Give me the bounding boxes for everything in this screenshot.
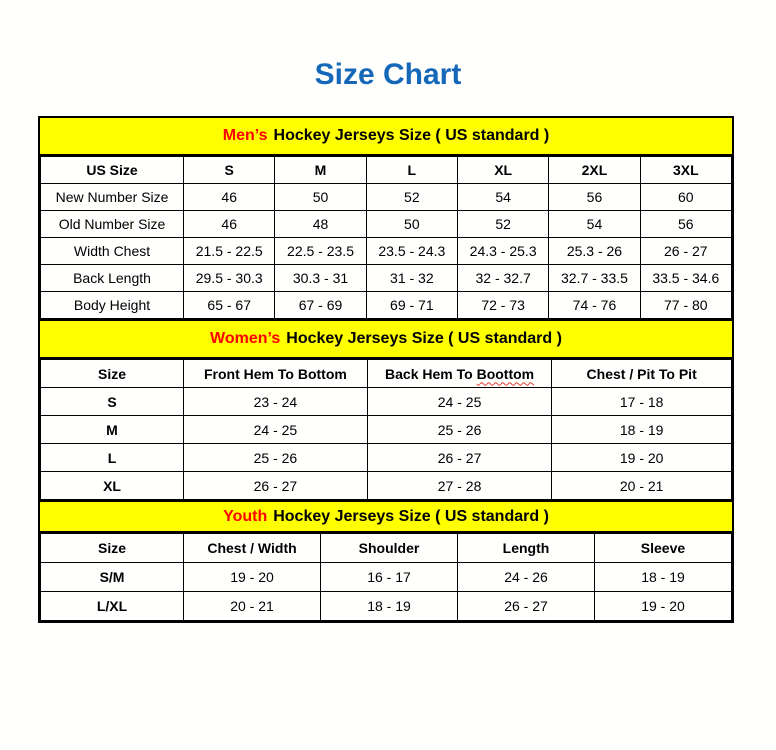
table-row [41, 416, 732, 444]
size-cell: 54 [549, 211, 640, 238]
row-label: M [41, 416, 184, 444]
size-chart-tables [38, 116, 734, 623]
size-cell: 20 - 21 [552, 472, 732, 500]
table-row [41, 388, 732, 416]
column-header [367, 360, 551, 388]
size-cell: 54 [457, 184, 548, 211]
column-header: Shoulder [321, 534, 458, 563]
row-label: S/M [41, 563, 184, 592]
size-cell: 24 - 25 [184, 416, 368, 444]
size-cell: 60 [640, 184, 731, 211]
row-label: L/XL [41, 592, 184, 621]
table-row [41, 444, 732, 472]
size-cell: 29.5 - 30.3 [184, 265, 275, 292]
size-cell: 24.3 - 25.3 [457, 238, 548, 265]
youth-section-header [40, 500, 732, 533]
womens-section-header [40, 319, 732, 359]
size-cell: 72 - 73 [457, 292, 548, 319]
column-header: Chest / Width [184, 534, 321, 563]
table-row [41, 211, 732, 238]
size-cell: 50 [275, 184, 366, 211]
column-header: Size [41, 534, 184, 563]
column-header-text: Back Hem To [385, 365, 473, 382]
size-cell: 18 - 19 [552, 416, 732, 444]
size-cell: 23 - 24 [184, 388, 368, 416]
table-row [41, 563, 732, 592]
column-header: Sleeve [594, 534, 731, 563]
row-label: S [41, 388, 184, 416]
size-cell: 21.5 - 22.5 [184, 238, 275, 265]
row-label: Body Height [41, 292, 184, 319]
size-cell: 25.3 - 26 [549, 238, 640, 265]
size-cell: 30.3 - 31 [275, 265, 366, 292]
size-cell: 56 [549, 184, 640, 211]
mens-size-table [40, 156, 732, 319]
row-label: Old Number Size [41, 211, 184, 238]
size-cell: 50 [366, 211, 457, 238]
youth-section-highlight: Youth [223, 507, 268, 525]
column-header: Length [458, 534, 595, 563]
row-label: Width Chest [41, 238, 184, 265]
column-header: US Size [41, 157, 184, 184]
size-cell: 33.5 - 34.6 [640, 265, 731, 292]
row-label: XL [41, 472, 184, 500]
size-cell: 52 [366, 184, 457, 211]
column-header: 2XL [549, 157, 640, 184]
size-cell: 19 - 20 [552, 444, 732, 472]
size-cell: 74 - 76 [549, 292, 640, 319]
size-cell: 17 - 18 [552, 388, 732, 416]
size-cell: 69 - 71 [366, 292, 457, 319]
size-cell: 22.5 - 23.5 [275, 238, 366, 265]
size-cell: 26 - 27 [640, 238, 731, 265]
row-label: L [41, 444, 184, 472]
table-row [41, 238, 732, 265]
size-cell: 31 - 32 [366, 265, 457, 292]
size-cell: 77 - 80 [640, 292, 731, 319]
size-chart-page [0, 58, 776, 623]
size-cell: 32.7 - 33.5 [549, 265, 640, 292]
size-cell: 56 [640, 211, 731, 238]
youth-header-row [41, 534, 732, 563]
size-cell: 25 - 26 [184, 444, 368, 472]
column-header: Chest / Pit To Pit [552, 360, 732, 388]
size-cell: 24 - 26 [458, 563, 595, 592]
table-row [41, 292, 732, 319]
column-header: XL [457, 157, 548, 184]
youth-section-title: Hockey Jerseys Size ( US standard ) [273, 507, 549, 525]
size-cell: 23.5 - 24.3 [366, 238, 457, 265]
table-row [41, 265, 732, 292]
youth-size-table [40, 533, 732, 621]
size-cell: 19 - 20 [594, 592, 731, 621]
size-cell: 46 [184, 211, 275, 238]
misspelled-word-squiggle: Boottom [476, 365, 535, 382]
womens-header-row [41, 360, 732, 388]
size-cell: 26 - 27 [367, 444, 551, 472]
size-cell: 20 - 21 [184, 592, 321, 621]
womens-section-title: Hockey Jerseys Size ( US standard ) [286, 330, 562, 347]
mens-header-row [41, 157, 732, 184]
size-cell: 19 - 20 [184, 563, 321, 592]
size-cell: 48 [275, 211, 366, 238]
size-cell: 27 - 28 [367, 472, 551, 500]
size-cell: 16 - 17 [321, 563, 458, 592]
column-header: Front Hem To Bottom [184, 360, 368, 388]
size-cell: 18 - 19 [321, 592, 458, 621]
size-cell: 65 - 67 [184, 292, 275, 319]
mens-section-highlight: Men’s [222, 127, 268, 144]
womens-section-highlight: Women’s [210, 330, 281, 347]
size-cell: 52 [457, 211, 548, 238]
size-cell: 26 - 27 [184, 472, 368, 500]
womens-size-table [40, 359, 732, 500]
mens-section-header [40, 118, 732, 156]
size-cell: 18 - 19 [594, 563, 731, 592]
table-row [41, 184, 732, 211]
column-header: Size [41, 360, 184, 388]
column-header: M [275, 157, 366, 184]
size-cell: 32 - 32.7 [457, 265, 548, 292]
size-cell: 25 - 26 [367, 416, 551, 444]
size-cell: 46 [184, 184, 275, 211]
mens-section-title: Hockey Jerseys Size ( US standard ) [273, 127, 550, 144]
table-row [41, 472, 732, 500]
size-cell: 67 - 69 [275, 292, 366, 319]
size-cell: 26 - 27 [458, 592, 595, 621]
size-cell: 24 - 25 [367, 388, 551, 416]
table-row [41, 592, 732, 621]
column-header: L [366, 157, 457, 184]
column-header: S [184, 157, 275, 184]
row-label: Back Length [41, 265, 184, 292]
page-title: Size Chart [314, 58, 462, 91]
row-label: New Number Size [41, 184, 184, 211]
column-header: 3XL [640, 157, 731, 184]
